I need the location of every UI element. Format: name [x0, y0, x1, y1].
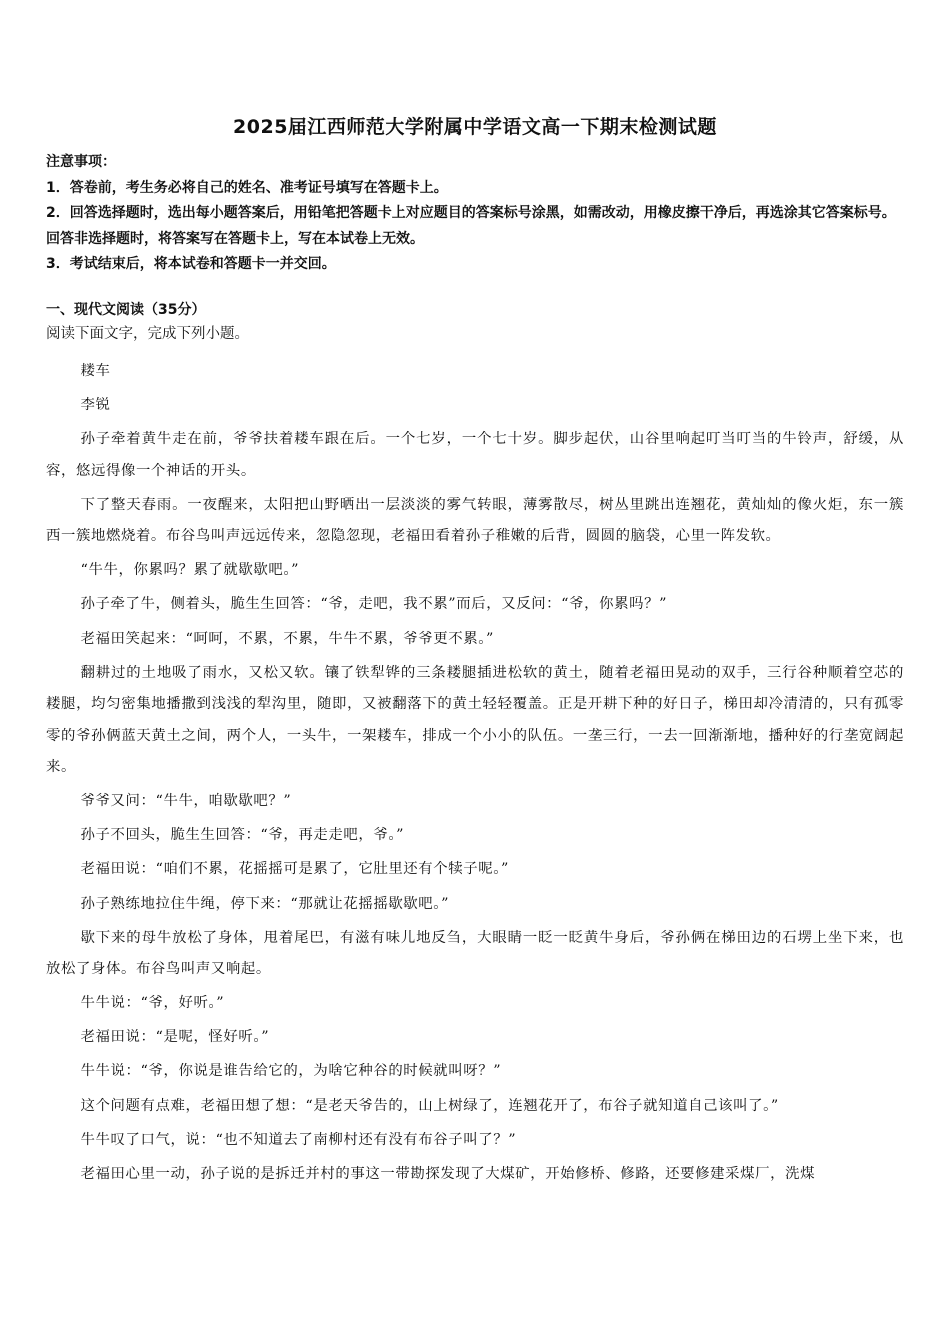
notice-item-3: 3．考试结束后，将本试卷和答题卡一并交回。	[46, 256, 336, 272]
paragraph: 老福田说：“是呢，怪好听。”	[80, 1029, 270, 1046]
paragraph: 孙子牵了牛，侧着头，脆生生回答：“爷，走吧，我不累”而后，又反问：“爷，你累吗？”	[80, 596, 668, 613]
section-header	[46, 298, 908, 346]
paragraph: 孙子熟练地拉住牛绳，停下来：“那就让花摇摇歇歇吧。”	[80, 895, 450, 912]
notice-item-1: 1．答卷前，考生务必将自己的姓名、准考证号填写在答题卡上。	[46, 179, 448, 196]
paragraph: 这个问题有点难，老福田想了想：“是老天爷告的，山上树绿了，连翘花开了，布谷子就知道自己该叫了。”	[80, 1097, 779, 1114]
paragraph: 老福田笑起来：“呵呵，不累，不累，牛牛不累，爷爷更不累。”	[80, 630, 495, 647]
notice-heading: 注意事项：	[46, 154, 116, 170]
paragraph: “牛牛，你累吗？累了就歇歇吧。”	[80, 562, 300, 579]
section-instruction: 阅读下面文字，完成下列小题。	[46, 326, 249, 342]
paragraph: 爷爷又问：“牛牛，咱歇歇吧？”	[80, 793, 292, 810]
paragraph: 牛牛说：“爷，好听。”	[80, 995, 225, 1012]
article-author: 李锐	[80, 397, 111, 414]
paragraph: 牛牛叹了口气，说：“也不知道去了南柳村还有没有布谷子叫了？”	[80, 1131, 517, 1148]
article-title: 耧车	[80, 363, 111, 379]
section-title: 一、现代文阅读（35分）	[46, 302, 206, 318]
notice-item-2: 2．回答选择题时，选出每小题答案后，用铅笔把答题卡上对应题目的答案标号涂黑，如需改动，用橡皮擦干净后，再选涂其它答案标号。回答非选择题时，将答案写在答题卡上，写在本试卷上无效。	[46, 205, 896, 247]
paragraph: 下了整天春雨。一夜醒来，太阳把山野晒出一层淡淡的雾气转眼，薄雾散尽，树丛里跳出连翘花，黄灿灿的像火炬，东一簇西一簇地燃烧着。布谷鸟叫声远远传来，忽隐忽现，老福田看着孙子稚嫩的后背，圆圆的脑袋，心里一阵发软。	[46, 496, 904, 545]
reading-passage	[46, 356, 904, 1193]
paragraph: 翻耕过的土地吸了雨水，又松又软。镶了铁犁铧的三条耧腿插进松软的黄土，随着老福田晃动的双手，三行谷种顺着空芯的耧腿，均匀密集地播撒到浅浅的犁沟里，随即，又被翻落下的黄土轻轻覆盖。正是开耕下种的好日子，梯田却冷清清的，只有孤零零的爷孙俩蓝天黄土之间，两个人，一头牛，一架耧车，排成一个小小的队伍。一垄三行，一去一回渐渐地，播种好的行垄宽阔起来。	[46, 664, 904, 776]
paragraph: 老福田心里一动，孙子说的是拆迁并村的事这一带勘探发现了大煤矿，开始修桥、修路，还要修建采煤厂，洗煤	[80, 1165, 816, 1182]
paragraph: 老福田说：“咱们不累，花摇摇可是累了，它肚里还有个犊子呢。”	[80, 861, 510, 878]
page-title: 2025届江西师范大学附属中学语文高一下期末检测试题	[233, 116, 717, 138]
notice-block	[46, 150, 908, 278]
paragraph: 孙子不回头，脆生生回答：“爷，再走走吧，爷。”	[80, 827, 405, 844]
paragraph: 孙子牵着黄牛走在前，爷爷扶着耧车跟在后。一个七岁，一个七十岁。脚步起伏，山谷里响起叮当叮当的牛铃声，舒缓，从容，悠远得像一个神话的开头。	[46, 431, 904, 479]
paragraph: 歇下来的母牛放松了身体，甩着尾巴，有滋有味儿地反刍，大眼睛一眨一眨黄牛身后，爷孙俩在梯田边的石塄上坐下来，也放松了身体。布谷鸟叫声又响起。	[46, 929, 904, 978]
paragraph: 牛牛说：“爷，你说是谁告给它的，为啥它种谷的时候就叫呀？”	[80, 1063, 502, 1080]
